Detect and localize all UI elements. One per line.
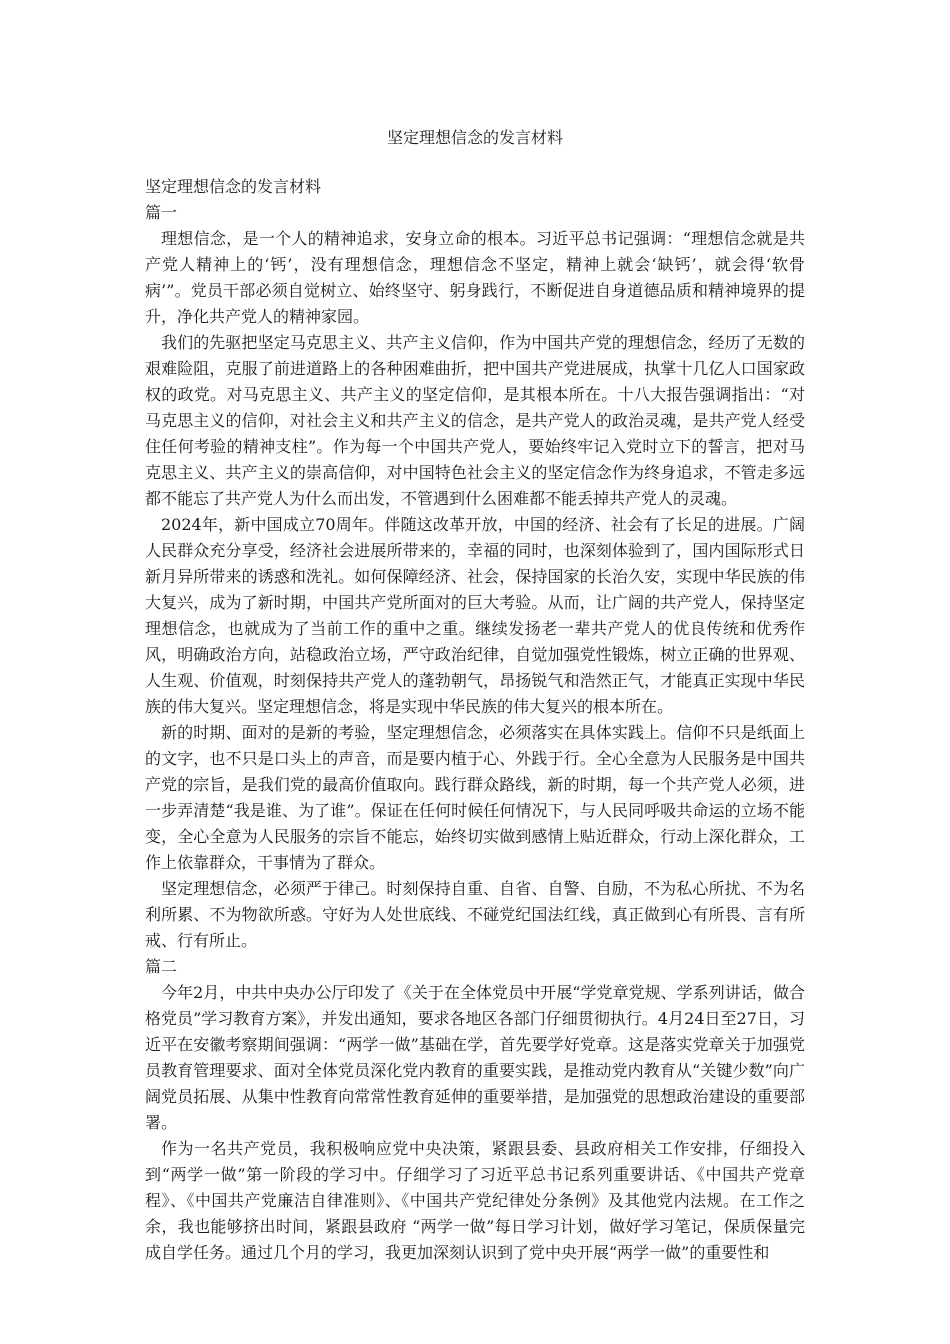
document-subtitle: 坚定理想信念的发言材料 — [145, 177, 322, 196]
paragraph: 我们的先驱把坚定马克思主义、共产主义信仰，作为中国共产党的理想信念，经历了无数的艰难险阻，克服了前进道路上的各种困难曲折，把中国共产党进展成，执掌十几亿人口国家政权的政党。对马克思主义、共产主义的坚定信仰，是其根本所在。十八大报告强调指出：“对马克思主义的信仰，对社会主义和共产主义的信念，是共产党人的政治灵魂，是共产党人经受住任何考验的精神支柱”。作为每一个中国共产党人，要始终牢记入党时立下的誓言，把对马克思主义、共产主义的崇高信仰，对中国特色社会主义的坚定信念作为终身追求，不管走多远都不能忘了共产党人为什么而出发，不管遇到什么困难都不能丢掉共产党人的灵魂。 — [145, 333, 805, 508]
paragraph: 作为一名共产党员，我积极响应党中央决策，紧跟县委、县政府相关工作安排，仔细投入到“两学一做”第一阶段的学习中。仔细学习了习近平总书记系列重要讲话、《中国共产党章程》、《中国共产党廉洁自律准则》、《中国共产党纪律处分条例》及其他党内法规。在工作之余，我也能够挤出时间，紧跟县政府 “两学一做”每日学习计划，做好学习笔记，保质保量完成自学任务。通过几个月的学习，我更加深刻认识到了党中央开展“两学一做”的重要性和 — [145, 1139, 805, 1262]
document-title: 坚定理想信念的发言材料 — [386, 128, 563, 147]
section-heading-2: 篇二 — [145, 957, 178, 976]
paragraph: 今年2月，中共中央办公厅印发了《关于在全体党员中开展“学党章党规、学系列讲话，做合格党员”学习教育方案》，并发出通知，要求各地区各部门仔细贯彻执行。4月24日至27日，习近平在安徽考察期间强调：“两学一做”基础在学，首先要学好党章。这是落实党章关于加强党员教育管理要求、面对全体党员深化党内教育的重要实践，是推动党内教育从“关键少数”向广阔党员拓展、从集中性教育向常常性教育延伸的重要举措，是加强党的思想政治建设的重要部署。 — [145, 983, 805, 1132]
document-body — [145, 174, 805, 1266]
paragraph: 理想信念，是一个人的精神追求，安身立命的根本。习近平总书记强调：“理想信念就是共产党人精神上的‘钙’，没有理想信念，理想信念不坚定，精神上就会‘缺钙’，就会得‘软骨病’”。党员干部必须自觉树立、始终坚守、躬身践行，不断促进自身道德品质和精神境界的提升，净化共产党人的精神家园。 — [145, 229, 805, 326]
paragraph: 坚定理想信念，必须严于律己。时刻保持自重、自省、自警、自励，不为私心所扰、不为名利所累、不为物欲所惑。守好为人处世底线、不碰党纪国法红线，真正做到心有所畏、言有所戒、行有所止。 — [145, 879, 805, 950]
paragraph: 新的时期、面对的是新的考验，坚定理想信念，必须落实在具体实践上。信仰不只是纸面上的文字，也不只是口头上的声音，而是要内植于心、外践于行。全心全意为人民服务是中国共产党的宗旨，是我们党的最高价值取向。践行群众路线，新的时期，每一个共产党人必须，进一步弄清楚“我是谁、为了谁”。保证在任何时候任何情况下，与人民同呼吸共命运的立场不能变，全心全意为人民服务的宗旨不能忘，始终切实做到感情上贴近群众，行动上深化群众，工作上依靠群众，干事情为了群众。 — [145, 723, 805, 872]
section-heading-1: 篇一 — [145, 203, 178, 222]
paragraph: 2024年，新中国成立70周年。伴随这改革开放，中国的经济、社会有了长足的进展。广阔人民群众充分享受，经济社会进展所带来的，幸福的同时，也深刻体验到了，国内国际形式日新月异所带来的诱惑和洗礼。如何保障经济、社会，保持国家的长治久安，实现中华民族的伟大复兴，成为了新时期，中国共产党所面对的巨大考验。从而，让广阔的共产党人，保持坚定理想信念，也就成为了当前工作的重中之重。继续发扬老一辈共产党人的优良传统和优秀作风，明确政治方向，站稳政治立场，严守政治纪律，自觉加强党性锻炼，树立正确的世界观、人生观、价值观，时刻保持共产党人的蓬勃朝气，昂扬锐气和浩然正气，才能真正实现中华民族的伟大复兴。坚定理想信念，将是实现中华民族的伟大复兴的根本所在。 — [145, 515, 805, 716]
